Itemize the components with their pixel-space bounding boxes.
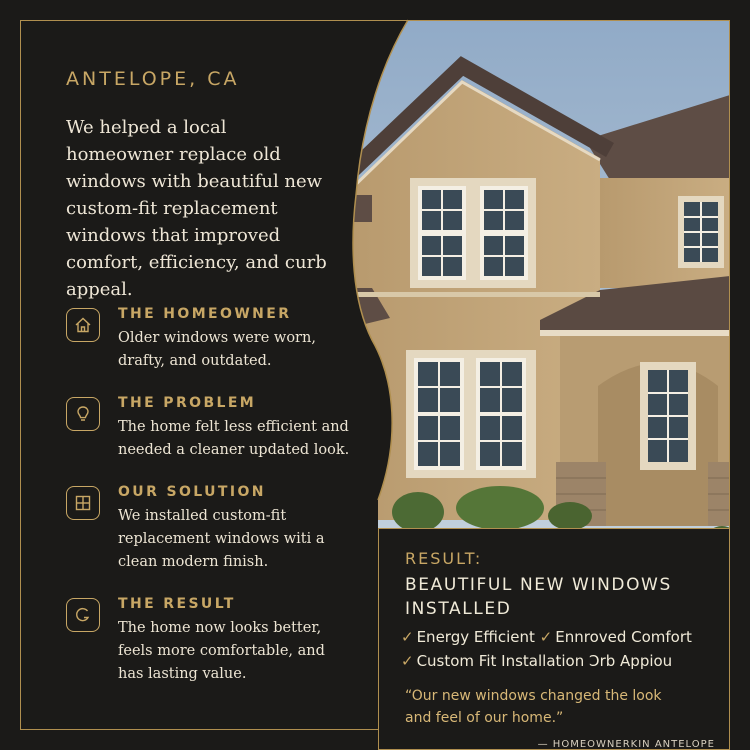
testimonial-attribution: — HOMEOWNERKIN ANTELOPE [537, 739, 715, 750]
benefit-item: ✓ Custom Fit Installation [401, 652, 585, 670]
checkmark-icon: ✓ [539, 628, 553, 646]
checkmark-icon: ✓ [401, 628, 414, 646]
checkmark-icon: ✓ [401, 652, 414, 670]
benefit-item: Ɔrb Appiou [589, 652, 673, 670]
section-text: The home now looks better, feels more comfortable, and has lasting value. [118, 620, 325, 682]
benefit-item: ✓ Energy Efficient [401, 628, 535, 646]
section-text: Older windows were worn, drafty, and outdated. [118, 330, 316, 369]
intro-paragraph: We helped a local homeowner replace old windows with beautiful new custom-fit replacement windows that improved comfort, efficiency, and curb appeal. [66, 117, 327, 300]
section-heading: THE RESULT [118, 596, 236, 612]
benefit-item: ✓ Ennroved Comfort [539, 628, 692, 646]
result-title: BEAUTIFUL NEW WINDOWS INSTALLED [405, 575, 672, 619]
benefits-list [401, 625, 727, 673]
result-label: RESULT: [405, 549, 483, 568]
house-icon [66, 308, 100, 342]
testimonial-quote: “Our new windows changed the look and feel of our home.” [405, 688, 662, 726]
section-text: The home felt less efficient and needed a cleaner updated look. [118, 419, 350, 458]
section-heading: THE PROBLEM [118, 395, 257, 411]
section-text: We installed custom-fit replacement windows witi a clean modern finish. [118, 508, 325, 570]
lightbulb-icon [66, 397, 100, 431]
section-heading: THE HOMEOWNER [118, 306, 292, 322]
section-heading: OUR SOLUTION [118, 484, 266, 500]
result-box [378, 528, 730, 750]
location-heading: ANTELOPE, CA [66, 68, 240, 90]
badge-icon [66, 598, 100, 632]
window-icon [66, 486, 100, 520]
